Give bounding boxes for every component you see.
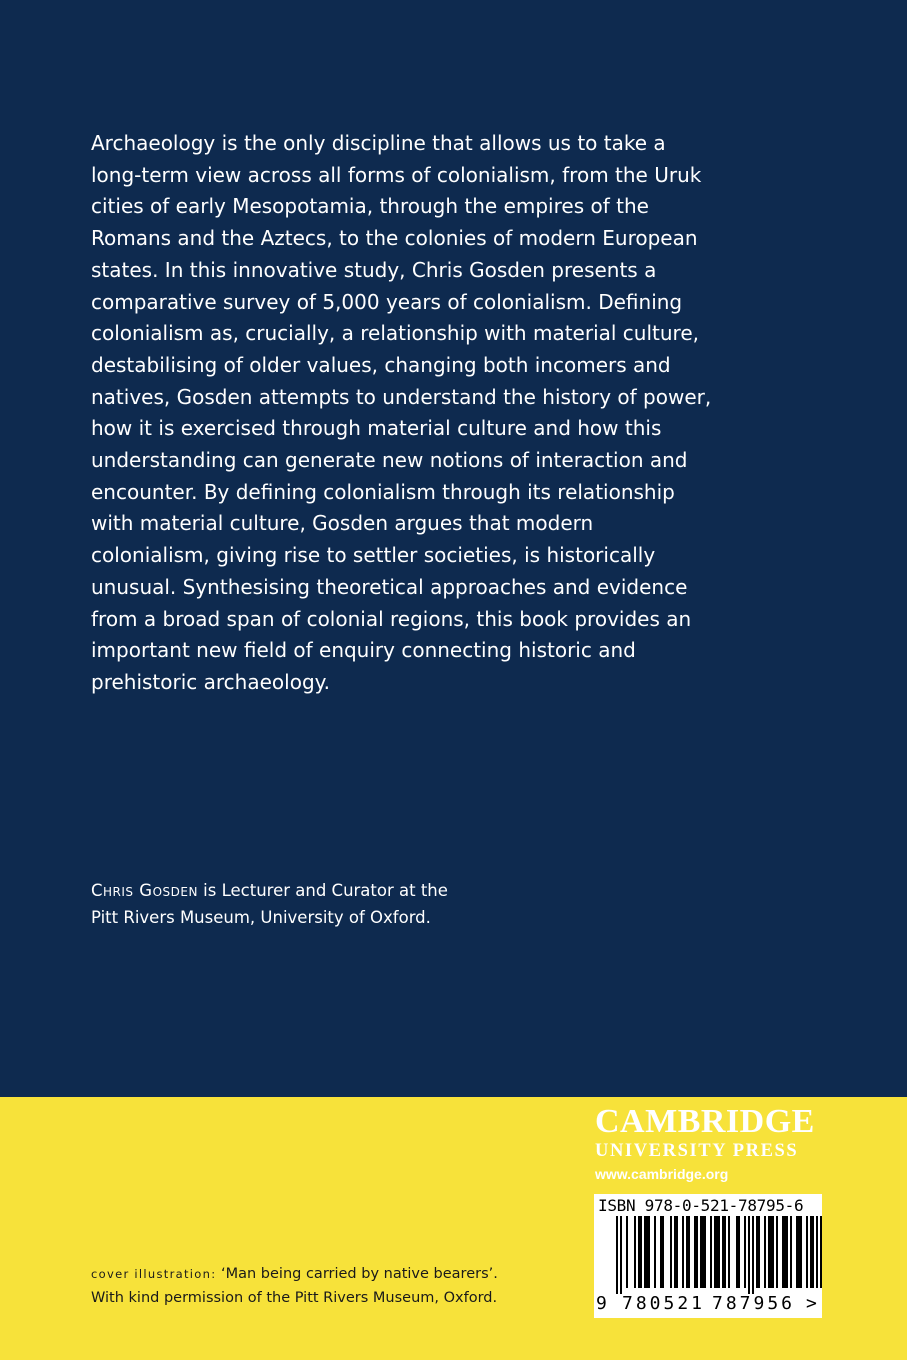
isbn-barcode: [594, 1194, 822, 1318]
description-line: encounter. By defining colonialism through its relationship: [91, 479, 675, 504]
description-line: destabilising of older values, changing both incomers and: [91, 352, 671, 377]
barcode-bar: [796, 1216, 802, 1288]
description-line: natives, Gosden attempts to understand the history of power,: [91, 384, 712, 409]
barcode-bar: [820, 1216, 822, 1288]
barcode-bar: [776, 1216, 778, 1288]
barcode-bar: [670, 1216, 672, 1288]
barcode-bar: [728, 1216, 730, 1288]
barcode-bar: [654, 1216, 656, 1288]
description-line: from a broad span of colonial regions, this book provides an: [91, 606, 692, 631]
description-line: Romans and the Aztecs, to the colonies of modern European: [91, 226, 698, 251]
barcode-bar: [634, 1216, 636, 1288]
author-bio: [91, 877, 511, 931]
barcode-bar: [714, 1216, 720, 1288]
barcode-bar: [756, 1216, 760, 1288]
author-bio-line-1: [91, 877, 511, 904]
cover-credit-label: cover illustration:: [91, 1267, 217, 1281]
description-line: cities of early Mesopotamia, through the empires of the: [91, 194, 649, 219]
book-description: [91, 128, 712, 699]
barcode-bar: [810, 1216, 814, 1288]
barcode-bar: [638, 1216, 642, 1288]
description-line: comparative survey of 5,000 years of colonialism. Defining: [91, 289, 683, 314]
description-line: long-term view across all forms of colonialism, from the Uruk: [91, 162, 702, 187]
barcode-bar: [644, 1216, 650, 1288]
description-line: with material culture, Gosden argues that modern: [91, 511, 594, 536]
cover-credit-text: ‘Man being carried by native bearers’.: [216, 1266, 498, 1282]
isbn-label: ISBN 978-0-521-78795-6: [598, 1196, 804, 1215]
barcode-bar: [620, 1216, 622, 1294]
description-line: unusual. Synthesising theoretical approaches and evidence: [91, 574, 688, 599]
barcode-bar: [722, 1216, 726, 1288]
barcode-bar: [700, 1216, 706, 1288]
description-line: prehistoric archaeology.: [91, 669, 330, 694]
description-line: colonialism, giving rise to settler societies, is historically: [91, 543, 656, 568]
description-line: colonialism as, crucially, a relationship with material culture,: [91, 321, 699, 346]
barcode-bar: [816, 1216, 818, 1288]
barcode-digits-right: 787956: [712, 1293, 796, 1314]
barcode-bar: [674, 1216, 678, 1288]
barcode-bar: [616, 1216, 618, 1294]
description-line: states. In this innovative study, Chris Gosden presents a: [91, 257, 657, 282]
barcode-bar: [768, 1216, 774, 1288]
barcode-bar: [782, 1216, 788, 1288]
cover-credit-line-2: With kind permission of the Pitt Rivers Museum, Oxford.: [91, 1290, 498, 1306]
barcode-bar: [686, 1216, 690, 1288]
barcode-bar: [736, 1216, 740, 1288]
description-line: how it is exercised through material culture and how this: [91, 416, 662, 441]
barcode-bar: [710, 1216, 712, 1288]
barcode-bars: [594, 1216, 822, 1294]
cover-credit: [91, 1262, 561, 1310]
barcode-bar: [764, 1216, 766, 1288]
barcode-digit-first: 9: [596, 1293, 607, 1314]
barcode-bar: [752, 1216, 754, 1294]
barcode-bar: [694, 1216, 698, 1288]
barcode-arrow: >: [806, 1293, 817, 1314]
description-line: understanding can generate new notions of interaction and: [91, 448, 688, 473]
barcode-digits-left: 780521: [622, 1293, 706, 1314]
author-bio-line-2: Pitt Rivers Museum, University of Oxford.: [91, 908, 431, 927]
publisher-press: UNIVERSITY PRESS: [595, 1141, 799, 1161]
author-name: Chris Gosden: [91, 881, 198, 900]
barcode-bar: [626, 1216, 628, 1288]
publisher-logo: [595, 1104, 825, 1186]
barcode-bar: [682, 1216, 684, 1288]
author-bio-text: is Lecturer and Curator at the: [197, 881, 448, 900]
publisher-url: www.cambridge.org: [595, 1166, 729, 1182]
barcode-bar: [748, 1216, 750, 1294]
cover-credit-line-1: [91, 1262, 561, 1286]
barcode-bar: [790, 1216, 792, 1288]
barcode-bar: [806, 1216, 808, 1288]
barcode-bar: [744, 1216, 746, 1288]
publisher-name: CAMBRIDGE: [595, 1103, 815, 1140]
description-line: important new field of enquiry connecting historic and: [91, 638, 636, 663]
description-line: Archaeology is the only discipline that allows us to take a: [91, 131, 666, 155]
barcode-bar: [660, 1216, 664, 1288]
